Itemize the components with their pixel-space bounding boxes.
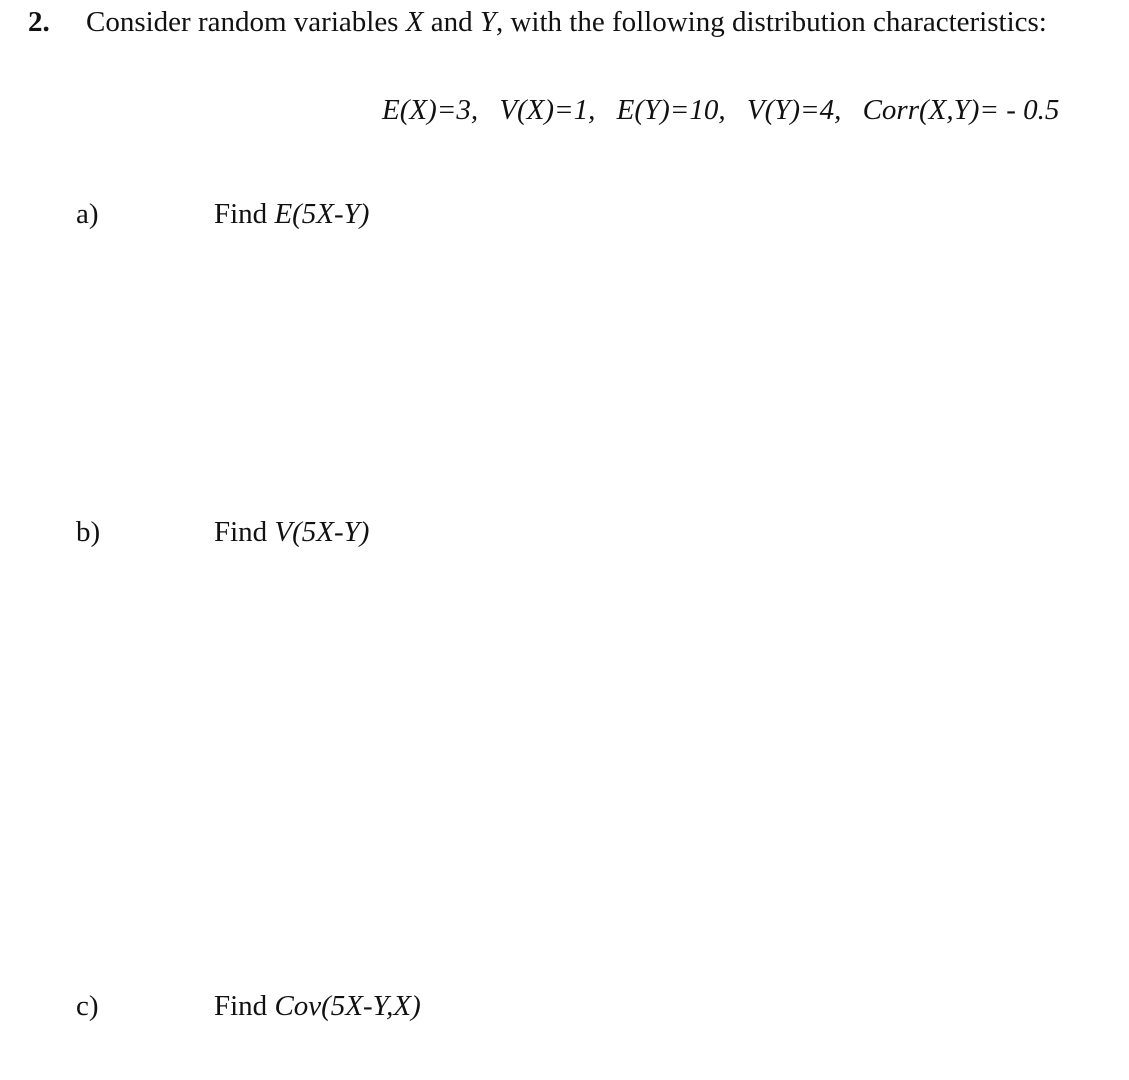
question-number: 2. xyxy=(28,6,50,38)
part-a-label: a) xyxy=(76,198,99,230)
part-c-label: c) xyxy=(76,990,99,1022)
part-a-prefix: Find xyxy=(214,198,275,230)
variable-y: Y xyxy=(479,6,496,38)
variable-x: X xyxy=(405,6,424,38)
part-a-expression: E(5X-Y) xyxy=(274,198,370,230)
part-c-prefix: Find xyxy=(214,990,275,1022)
part-a-prompt xyxy=(214,198,369,231)
part-b-expression: V(5X-Y) xyxy=(274,516,370,548)
intro-text-3: , with the following distribution characteristics: xyxy=(495,6,1047,38)
part-b-prefix: Find xyxy=(214,516,275,548)
given-ey: E(Y)=10, xyxy=(616,94,726,126)
part-c-prompt xyxy=(214,990,421,1023)
question-intro xyxy=(86,6,1047,39)
part-b-answer-space[interactable] xyxy=(214,570,1064,960)
intro-text-2: and xyxy=(423,6,480,38)
part-b-label: b) xyxy=(76,516,101,548)
intro-text-1: Consider random variables xyxy=(86,6,406,38)
given-vy: V(Y)=4, xyxy=(746,94,842,126)
part-b-prompt xyxy=(214,516,369,549)
given-characteristics xyxy=(382,94,1059,127)
given-ex: E(X)=3, xyxy=(382,94,479,126)
given-vx: V(X)=1, xyxy=(499,94,596,126)
part-c-expression: Cov(5X-Y,X) xyxy=(274,990,421,1022)
part-a-answer-space[interactable] xyxy=(214,250,1064,490)
given-corr: Corr(X,Y)= - 0.5 xyxy=(862,94,1060,126)
